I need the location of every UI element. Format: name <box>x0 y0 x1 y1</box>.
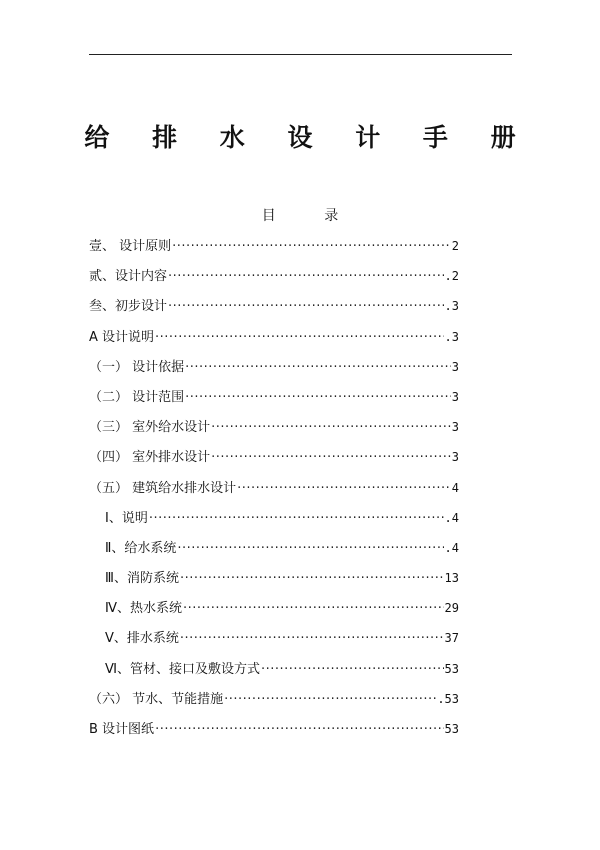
toc-page-number: .3 <box>444 329 459 344</box>
toc-entry-label: （五） 建筑给水排水设计 <box>89 480 237 496</box>
toc-entry-label: 叁、初步设计 <box>89 299 168 315</box>
toc-dot-leader <box>155 720 443 740</box>
toc-entry-label: Ⅴ、排水系统 <box>105 631 179 647</box>
toc-page-number: .3 <box>444 299 459 314</box>
toc-entry-label: Ⅰ、说明 <box>105 510 148 526</box>
header-rule <box>89 54 512 55</box>
toc-dot-leader <box>155 328 444 348</box>
toc-entry-label: Ⅳ、热水系统 <box>105 601 182 617</box>
toc-entry-design-content[interactable] <box>89 266 459 296</box>
toc-entry-label: A 设计说明 <box>89 329 155 345</box>
toc-page-number: .2 <box>444 269 459 284</box>
toc-entry-design-principles[interactable] <box>89 236 459 266</box>
toc-dot-leader <box>180 629 444 649</box>
toc-page-number: 29 <box>444 601 459 616</box>
toc-entry-label: （三） 室外给水设计 <box>89 420 211 436</box>
toc-page-number: 3 <box>451 359 459 374</box>
toc-entry-preliminary-design[interactable] <box>89 296 459 326</box>
toc-entry-hot-water-system[interactable] <box>89 598 459 628</box>
toc-page-number: 4 <box>451 480 459 495</box>
toc-dot-leader <box>185 358 451 378</box>
toc-entry-drainage-system[interactable] <box>89 628 459 658</box>
table-of-contents <box>89 236 459 749</box>
toc-entry-outdoor-water-supply[interactable] <box>89 417 459 447</box>
toc-dot-leader <box>224 690 436 710</box>
toc-dot-leader <box>261 660 444 680</box>
toc-page-number: 37 <box>444 631 459 646</box>
toc-page-number: 3 <box>451 420 459 435</box>
toc-entry-label: （六） 节水、节能措施 <box>89 691 224 707</box>
toc-entry-label: 贰、设计内容 <box>89 269 168 285</box>
toc-page-number: .4 <box>444 510 459 525</box>
toc-dot-leader <box>149 509 444 529</box>
toc-entry-label: Ⅱ、给水系统 <box>105 540 177 556</box>
toc-page-number: 53 <box>444 661 459 676</box>
toc-dot-leader <box>211 448 451 468</box>
toc-dot-leader <box>168 297 444 317</box>
toc-entry-design-scope[interactable] <box>89 387 459 417</box>
toc-entry-explanation[interactable] <box>89 508 459 538</box>
toc-dot-leader <box>185 388 451 408</box>
toc-page-number: .4 <box>444 540 459 555</box>
toc-dot-leader <box>177 539 443 559</box>
toc-entry-building-water-design[interactable] <box>89 478 459 508</box>
toc-page-number: 2 <box>451 239 459 253</box>
toc-entry-pipes-joints-laying[interactable] <box>89 659 459 689</box>
toc-entry-water-supply-system[interactable] <box>89 538 459 568</box>
document-title: 给 排 水 设 计 手 册 <box>84 123 533 152</box>
toc-page-number: 3 <box>451 450 459 465</box>
toc-dot-leader <box>183 599 444 619</box>
toc-dot-leader <box>172 237 451 257</box>
toc-page-number: 3 <box>451 389 459 404</box>
toc-heading: 目 录 <box>261 208 361 224</box>
toc-entry-fire-system[interactable] <box>89 568 459 598</box>
toc-entry-outdoor-drainage[interactable] <box>89 447 459 477</box>
toc-entry-label: 壹、 设计原则 <box>89 239 172 254</box>
toc-page-number: .53 <box>437 691 459 706</box>
toc-entry-label: Ⅲ、消防系统 <box>105 571 179 587</box>
toc-page-number: 13 <box>444 571 459 586</box>
toc-entry-label: （四） 室外排水设计 <box>89 450 211 466</box>
toc-dot-leader <box>211 418 451 438</box>
toc-entry-label: （二） 设计范围 <box>89 389 185 405</box>
toc-dot-leader <box>168 267 444 287</box>
toc-entry-label: （一） 设计依据 <box>89 359 185 375</box>
toc-dot-leader <box>180 569 444 589</box>
toc-entry-label: Ⅵ、管材、接口及敷设方式 <box>105 661 260 677</box>
toc-entry-design-basis[interactable] <box>89 357 459 387</box>
toc-dot-leader <box>237 479 451 499</box>
toc-page-number: 53 <box>444 722 459 736</box>
toc-entry-design-description[interactable] <box>89 327 459 357</box>
toc-entry-water-energy-saving[interactable] <box>89 689 459 719</box>
toc-entry-design-drawings[interactable] <box>89 719 459 749</box>
toc-entry-label: B 设计图纸 <box>89 722 155 737</box>
